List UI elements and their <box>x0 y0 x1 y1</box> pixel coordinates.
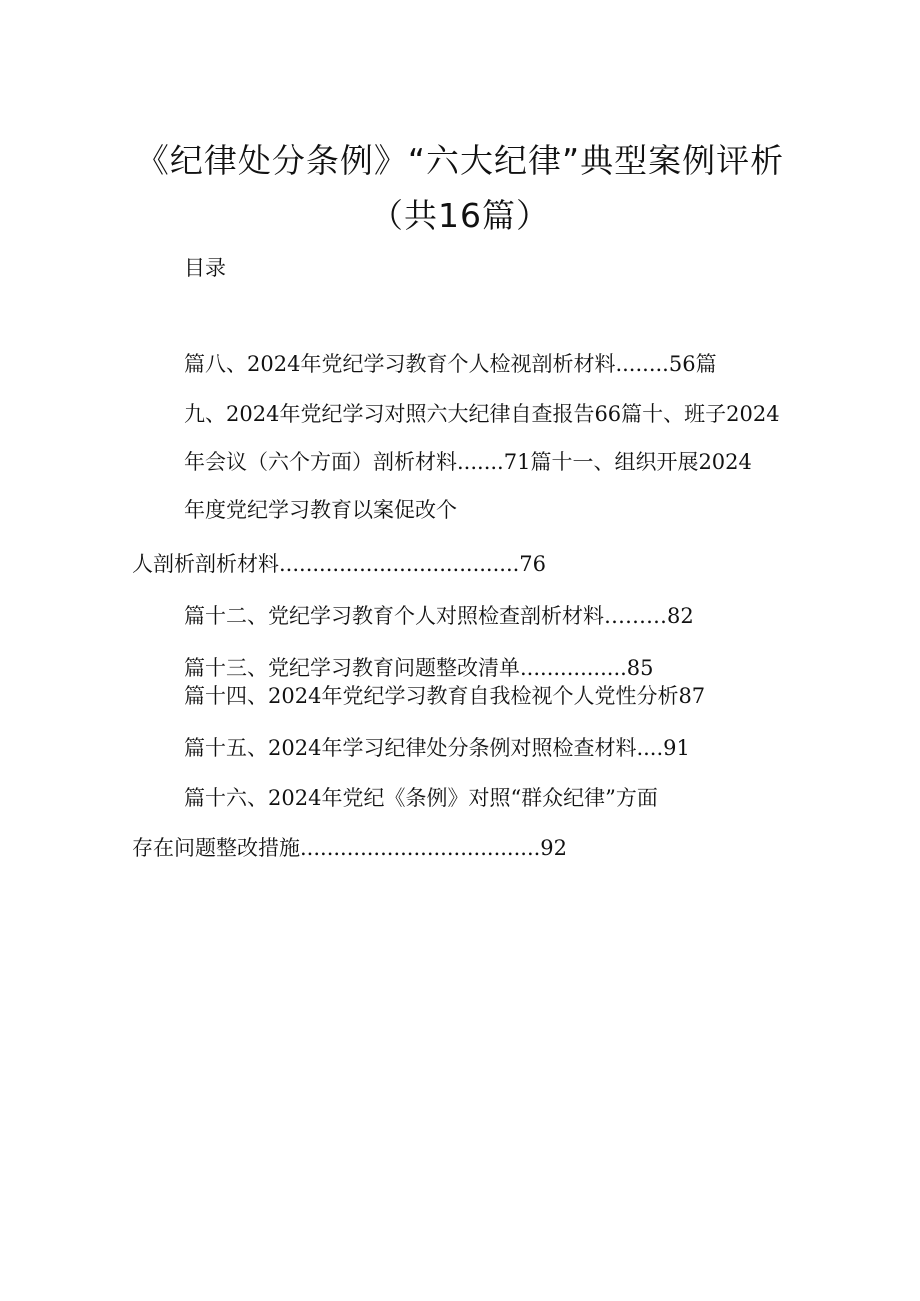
toc-line-4: 年度党纪学习教育以案促改个 <box>184 498 457 522</box>
toc-line-9: 篇十五、2024年学习纪律处分条例对照检查材料....91 <box>184 736 690 760</box>
toc-line-5: 人剖析剖析材料....................................76 <box>132 552 547 576</box>
toc-line-8: 篇十四、2024年党纪学习教育自我检视个人党性分析87 <box>184 684 706 708</box>
toc-line-7: 篇十三、党纪学习教育问题整改清单................85 <box>184 656 654 680</box>
toc-line-1: 篇八、2024年党纪学习教育个人检视剖析材料........56篇 <box>184 352 717 376</box>
document-title-line-1: 《纪律处分条例》“六大纪律”典型案例评析 <box>135 141 785 180</box>
toc-line-2: 九、2024年党纪学习对照六大纪律自查报告66篇十、班子2024 <box>184 402 780 426</box>
toc-heading: 目录 <box>184 256 226 280</box>
document-title-line-2: （共16篇） <box>370 196 550 235</box>
toc-line-10: 篇十六、2024年党纪《条例》对照“群众纪律”方面 <box>184 786 658 810</box>
toc-line-6: 篇十二、党纪学习教育个人对照检查剖析材料………82 <box>184 604 694 628</box>
toc-line-11: 存在问题整改措施....................................92 <box>132 836 568 860</box>
toc-line-3: 年会议（六个方面）剖析材料.......71篇十一、组织开展2024 <box>184 450 752 474</box>
